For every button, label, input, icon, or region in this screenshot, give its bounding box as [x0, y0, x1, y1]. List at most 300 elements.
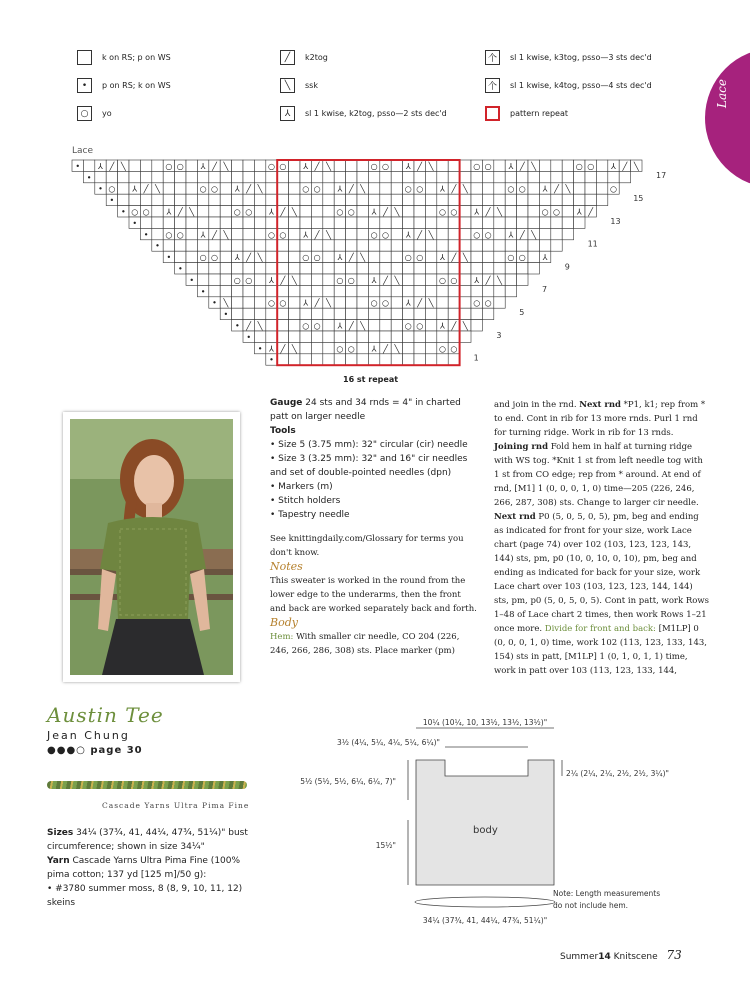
- chart-symbol: ╲: [326, 298, 331, 308]
- chart-symbol: ⅄: [611, 161, 616, 171]
- ssk-icon: ╲: [280, 78, 295, 93]
- chart-cell: [346, 297, 357, 308]
- chart-cell: [414, 206, 425, 217]
- chart-cell: [289, 240, 300, 251]
- chart-cell: [357, 285, 368, 296]
- chart-cell: [403, 206, 414, 217]
- chart-symbol: ╱: [177, 207, 183, 217]
- chart-cell: [220, 240, 231, 251]
- issue-season: Summer: [560, 952, 599, 962]
- chart-symbol: ○: [404, 321, 412, 331]
- yarn-strand-image: [47, 781, 247, 789]
- chart-symbol: ╱: [519, 161, 525, 171]
- chart-symbol: ⅄: [200, 161, 206, 171]
- chart-symbol: ○: [347, 275, 355, 285]
- chart-cell: [596, 194, 607, 205]
- chart-symbol: ╱: [314, 298, 320, 308]
- chart-cell: [129, 160, 140, 171]
- chart-cell: [118, 183, 129, 194]
- chart-symbol: ╱: [348, 253, 354, 263]
- chart-cell: [357, 217, 368, 228]
- chart-symbol: ╲: [120, 161, 126, 171]
- chart-cell: [391, 331, 402, 342]
- chart-symbol: ⅄: [440, 321, 445, 331]
- chart-symbol: ╱: [417, 230, 423, 240]
- chart-cell: [220, 285, 231, 296]
- chart-cell: [391, 217, 402, 228]
- chart-cell: [346, 160, 357, 171]
- hem-text: With smaller cir needle, CO 204 (226, 246, 266, 286, 308) sts. Place marker (pm): [270, 632, 460, 656]
- chart-cell: [357, 263, 368, 274]
- chart-symbol: ⅄: [98, 161, 103, 171]
- chart-cell: [460, 285, 471, 296]
- chart-cell: [414, 194, 425, 205]
- chart-symbol: ╱: [485, 207, 491, 217]
- chart-cell: [391, 228, 402, 239]
- chart-cell: [437, 354, 448, 365]
- chart-cell: [482, 183, 493, 194]
- chart-cell: [437, 263, 448, 274]
- chart-cell: [437, 240, 448, 251]
- chart-cell: [608, 171, 619, 182]
- chart-cell: [311, 194, 322, 205]
- chart-symbol: ⅄: [337, 184, 343, 194]
- chart-symbol: ○: [370, 298, 378, 308]
- chart-cell: [323, 251, 334, 262]
- chart-cell: [323, 263, 334, 274]
- chart-cell: [243, 297, 254, 308]
- chart-cell: [277, 285, 288, 296]
- chart-symbol: ⅄: [269, 275, 274, 285]
- chart-cell: [140, 171, 151, 182]
- chart-cell: [129, 171, 140, 182]
- chart-symbol: ⅄: [166, 207, 172, 217]
- chart-cell: [460, 308, 471, 319]
- chart-symbol: ╲: [223, 161, 229, 171]
- chart-cell: [209, 263, 220, 274]
- chart-cell: [243, 263, 254, 274]
- chart-cell: [232, 297, 243, 308]
- chart-cell: [311, 331, 322, 342]
- skill-dots-icon: ●●●○: [47, 745, 86, 756]
- chart-symbol: ╲: [223, 230, 229, 240]
- chart-cell: [494, 228, 505, 239]
- chart-symbol: ╲: [565, 184, 571, 194]
- chart-symbol: ╱: [109, 161, 115, 171]
- chart-cell: [323, 285, 334, 296]
- chart-cell: [163, 194, 174, 205]
- chart-cell: [323, 171, 334, 182]
- chart-cell: [346, 354, 357, 365]
- chart-cell: [243, 308, 254, 319]
- schematic-note-line2: do not include hem.: [553, 901, 629, 910]
- chart-cell: [300, 342, 311, 353]
- chart-cell: [266, 263, 277, 274]
- chart-cell: [391, 308, 402, 319]
- chart-cell: [494, 171, 505, 182]
- chart-cell: [186, 263, 197, 274]
- chart-cell: [346, 228, 357, 239]
- chart-cell: [551, 217, 562, 228]
- chart-cell: [254, 194, 265, 205]
- chart-cell: [277, 240, 288, 251]
- chart-cell: [448, 217, 459, 228]
- chart-cell: [368, 183, 379, 194]
- notes-heading: Notes: [270, 560, 303, 573]
- sk2p-icon: ⅄: [280, 106, 295, 121]
- row-number: 7: [542, 285, 548, 295]
- chart-cell: [517, 171, 528, 182]
- chart-cell: [505, 274, 516, 285]
- chart-cell: [403, 171, 414, 182]
- chart-cell: [311, 308, 322, 319]
- chart-cell: [448, 194, 459, 205]
- chart-cell: [357, 331, 368, 342]
- chart-cell: [357, 160, 368, 171]
- chart-symbol: ╲: [257, 184, 263, 194]
- chart-symbol: ○: [518, 184, 526, 194]
- chart-cell: [471, 263, 482, 274]
- chart-symbol: ╱: [383, 275, 388, 285]
- chart-cell: [517, 263, 528, 274]
- chart-cell: [414, 354, 425, 365]
- chart-cell: [311, 206, 322, 217]
- chart-symbol: ○: [131, 207, 139, 217]
- chart-symbol: ○: [313, 321, 321, 331]
- chart-cell: [585, 194, 596, 205]
- chart-symbol: ○: [439, 207, 446, 217]
- chart-cell: [414, 285, 425, 296]
- chart-cell: [106, 171, 117, 182]
- chart-cell: [471, 285, 482, 296]
- chart-cell: [209, 171, 220, 182]
- chart-cell: [517, 274, 528, 285]
- chart-cell: [357, 274, 368, 285]
- chart-cell: [391, 263, 402, 274]
- chart-symbol: ╲: [497, 207, 502, 217]
- chart-symbol: •: [246, 332, 252, 342]
- chart-cell: [300, 206, 311, 217]
- chart-cell: [334, 285, 345, 296]
- chart-symbol: ╲: [633, 161, 639, 171]
- chart-symbol: •: [166, 253, 172, 263]
- chart-symbol: ○: [473, 230, 481, 240]
- chart-symbol: ⅄: [508, 230, 514, 240]
- chart-cell: [539, 228, 550, 239]
- pattern-title: Austin Tee: [47, 703, 164, 727]
- chart-symbol: ╱: [280, 344, 286, 354]
- chart-symbol: ○: [336, 207, 344, 217]
- chart-cell: [517, 217, 528, 228]
- chart-cell: [357, 342, 368, 353]
- yarn-text: Cascade Yarns Ultra Pima Fine (100% pima cotton; 137 yd [125 m]/50 g):: [47, 856, 241, 880]
- chart-cell: [186, 183, 197, 194]
- key-k2tog: ╱ k2tog: [280, 50, 328, 65]
- key-sk4p: 个 sl 1 kwise, k4tog, psso—4 sts dec'd: [485, 78, 652, 93]
- chart-cell: [562, 171, 573, 182]
- section-tab-label: Lace: [715, 79, 729, 108]
- chart-cell: [505, 263, 516, 274]
- chart-cell: [346, 263, 357, 274]
- chart-cell: [118, 171, 129, 182]
- chart-symbol: ○: [473, 298, 481, 308]
- chart-symbol: •: [257, 344, 263, 354]
- chart-symbol: ⅄: [474, 207, 480, 217]
- model-illustration: [70, 419, 233, 675]
- chart-cell: [254, 263, 265, 274]
- chart-symbol: ╲: [291, 207, 297, 217]
- chart-cell: [254, 331, 265, 342]
- chart-cell: [323, 194, 334, 205]
- chart-cell: [254, 160, 265, 171]
- chart-cell: [323, 354, 334, 365]
- chart-cell: [460, 274, 471, 285]
- key-ssk: ╲ ssk: [280, 78, 318, 93]
- chart-cell: [482, 240, 493, 251]
- chart-cell: [448, 160, 459, 171]
- chart-symbol: ○: [439, 275, 446, 285]
- chart-cell: [209, 194, 220, 205]
- chart-cell: [334, 160, 345, 171]
- chart-symbol: ╲: [360, 321, 366, 331]
- chart-cell: [243, 228, 254, 239]
- chart-symbol: ╱: [485, 275, 491, 285]
- key-knit: k on RS; p on WS: [77, 50, 171, 65]
- chart-cell: [574, 217, 585, 228]
- chart-cell: [517, 206, 528, 217]
- chart-cell: [266, 217, 277, 228]
- chart-cell: [596, 160, 607, 171]
- chart-symbol: •: [86, 173, 92, 183]
- chart-symbol: ⅄: [542, 184, 548, 194]
- chart-cell: [380, 331, 391, 342]
- chart-symbol: ╲: [531, 161, 537, 171]
- chart-cell: [448, 308, 459, 319]
- chart-cell: [482, 194, 493, 205]
- chart-cell: [186, 240, 197, 251]
- tool-item: • Stitch holders: [270, 496, 341, 506]
- chart-cell: [243, 217, 254, 228]
- chart-symbol: ╱: [451, 321, 457, 331]
- chart-symbol: ╱: [246, 253, 252, 263]
- chart-cell: [471, 320, 482, 331]
- chart-symbol: ╲: [497, 275, 502, 285]
- chart-cell: [380, 183, 391, 194]
- chart-title: Lace: [72, 146, 94, 156]
- chart-symbol: ○: [245, 275, 253, 285]
- chart-symbol: ○: [313, 184, 321, 194]
- chart-cell: [391, 354, 402, 365]
- chart-cell: [368, 217, 379, 228]
- chart-cell: [368, 331, 379, 342]
- chart-cell: [266, 320, 277, 331]
- photo-frame: [63, 412, 240, 682]
- chart-cell: [220, 263, 231, 274]
- chart-cell: [243, 160, 254, 171]
- chart-cell: [368, 320, 379, 331]
- row-number: 9: [564, 262, 570, 272]
- chart-symbol: ╱: [519, 230, 525, 240]
- chart-cell: [539, 194, 550, 205]
- chart-symbol: ⅄: [132, 184, 138, 194]
- chart-cell: [528, 183, 539, 194]
- chart-cell: [220, 217, 231, 228]
- chart-cell: [311, 354, 322, 365]
- chart-cell: [232, 160, 243, 171]
- chart-cell: [494, 263, 505, 274]
- row-number: 17: [656, 171, 667, 181]
- chart-cell: [220, 194, 231, 205]
- key-yo: ○ yo: [77, 106, 112, 121]
- sk3p-icon: 个: [485, 50, 500, 65]
- chart-symbol: ○: [211, 184, 218, 194]
- chart-symbol: ○: [416, 184, 424, 194]
- chart-cell: [414, 331, 425, 342]
- schematic-length: 15½": [375, 841, 396, 850]
- chart-symbol: ○: [450, 275, 458, 285]
- chart-cell: [437, 160, 448, 171]
- chart-cell: [551, 194, 562, 205]
- chart-cell: [323, 183, 334, 194]
- chart-cell: [517, 240, 528, 251]
- chart-cell: [562, 194, 573, 205]
- row-number: 3: [496, 330, 502, 340]
- chart-cell: [380, 194, 391, 205]
- pattern-title-block: [47, 703, 164, 756]
- materials-column: [47, 826, 252, 910]
- chart-symbol: ⅄: [542, 253, 548, 263]
- chart-symbol: ⅄: [405, 161, 411, 171]
- chart-cell: [277, 331, 288, 342]
- chart-cell: [528, 217, 539, 228]
- chart-cell: [220, 183, 231, 194]
- chart-cell: [551, 160, 562, 171]
- chart-cell: [220, 274, 231, 285]
- chart-cell: [391, 183, 402, 194]
- chart-cell: [482, 251, 493, 262]
- chart-cell: [471, 194, 482, 205]
- chart-cell: [403, 263, 414, 274]
- chart-cell: [152, 171, 163, 182]
- chart-cell: [197, 263, 208, 274]
- chart-symbol: ○: [302, 253, 310, 263]
- chart-symbol: ⅄: [234, 253, 240, 263]
- chart-cell: [289, 228, 300, 239]
- chart-symbol: ○: [211, 253, 218, 263]
- chart-cell: [346, 331, 357, 342]
- chart-cell: [505, 206, 516, 217]
- chart-cell: [505, 194, 516, 205]
- chart-cell: [562, 217, 573, 228]
- chart-cell: [596, 171, 607, 182]
- chart-cell: [277, 251, 288, 262]
- chart-cell: [266, 240, 277, 251]
- chart-symbol: ╱: [383, 344, 388, 354]
- chart-cell: [289, 320, 300, 331]
- chart-cell: [186, 217, 197, 228]
- chart-symbol: ○: [313, 253, 321, 263]
- chart-symbol: •: [109, 196, 115, 206]
- chart-cell: [311, 285, 322, 296]
- chart-symbol: ╲: [326, 161, 331, 171]
- chart-symbol: •: [132, 218, 138, 228]
- chart-symbol: ○: [382, 161, 389, 171]
- chart-cell: [437, 194, 448, 205]
- hem-label: Hem:: [270, 632, 294, 642]
- chart-cell: [266, 331, 277, 342]
- chart-cell: [311, 217, 322, 228]
- chart-cell: [448, 171, 459, 182]
- chart-cell: [186, 251, 197, 262]
- chart-cell: [289, 354, 300, 365]
- chart-cell: [437, 217, 448, 228]
- chart-cell: [323, 206, 334, 217]
- chart-cell: [357, 240, 368, 251]
- chart-cell: [254, 308, 265, 319]
- chart-cell: [243, 240, 254, 251]
- chart-cell: [460, 240, 471, 251]
- chart-cell: [289, 183, 300, 194]
- chart-symbol: ╲: [428, 161, 434, 171]
- chart-cell: [460, 206, 471, 217]
- chart-cell: [528, 240, 539, 251]
- chart-cell: [277, 354, 288, 365]
- chart-symbol: ⅄: [234, 184, 240, 194]
- chart-symbol: ○: [142, 207, 150, 217]
- chart-symbol: ⅄: [303, 161, 309, 171]
- chart-symbol: ╱: [417, 298, 423, 308]
- chart-cell: [152, 160, 163, 171]
- chart-cell: [471, 240, 482, 251]
- chart-cell: [448, 240, 459, 251]
- chart-cell: [334, 194, 345, 205]
- chart-cell: [539, 217, 550, 228]
- chart-symbol: ╲: [394, 275, 400, 285]
- chart-symbol: ○: [370, 161, 378, 171]
- chart-symbol: ○: [518, 253, 526, 263]
- chart-cell: [311, 342, 322, 353]
- chart-cell: [619, 171, 630, 182]
- chart-symbol: ╲: [428, 298, 434, 308]
- chart-cell: [300, 171, 311, 182]
- chart-cell: [368, 171, 379, 182]
- chart-symbol: ╱: [588, 207, 594, 217]
- chart-cell: [300, 354, 311, 365]
- chart-cell: [425, 251, 436, 262]
- chart-cell: [277, 171, 288, 182]
- chart-cell: [220, 206, 231, 217]
- chart-symbol: ╲: [462, 184, 468, 194]
- chart-cell: [254, 274, 265, 285]
- chart-symbol: ╲: [394, 344, 400, 354]
- chart-cell: [357, 206, 368, 217]
- chart-symbol: ○: [587, 161, 595, 171]
- chart-cell: [596, 183, 607, 194]
- chart-cell: [300, 308, 311, 319]
- chart-cell: [323, 342, 334, 353]
- chart-cell: [505, 240, 516, 251]
- issue-number: 14: [598, 952, 611, 962]
- chart-cell: [368, 308, 379, 319]
- chart-symbol: ╲: [189, 207, 195, 217]
- chart-cell: [460, 194, 471, 205]
- chart-cell: [140, 217, 151, 228]
- chart-cell: [232, 240, 243, 251]
- chart-cell: [368, 285, 379, 296]
- chart-cell: [574, 194, 585, 205]
- chart-symbol: ╲: [360, 253, 366, 263]
- chart-cell: [209, 206, 220, 217]
